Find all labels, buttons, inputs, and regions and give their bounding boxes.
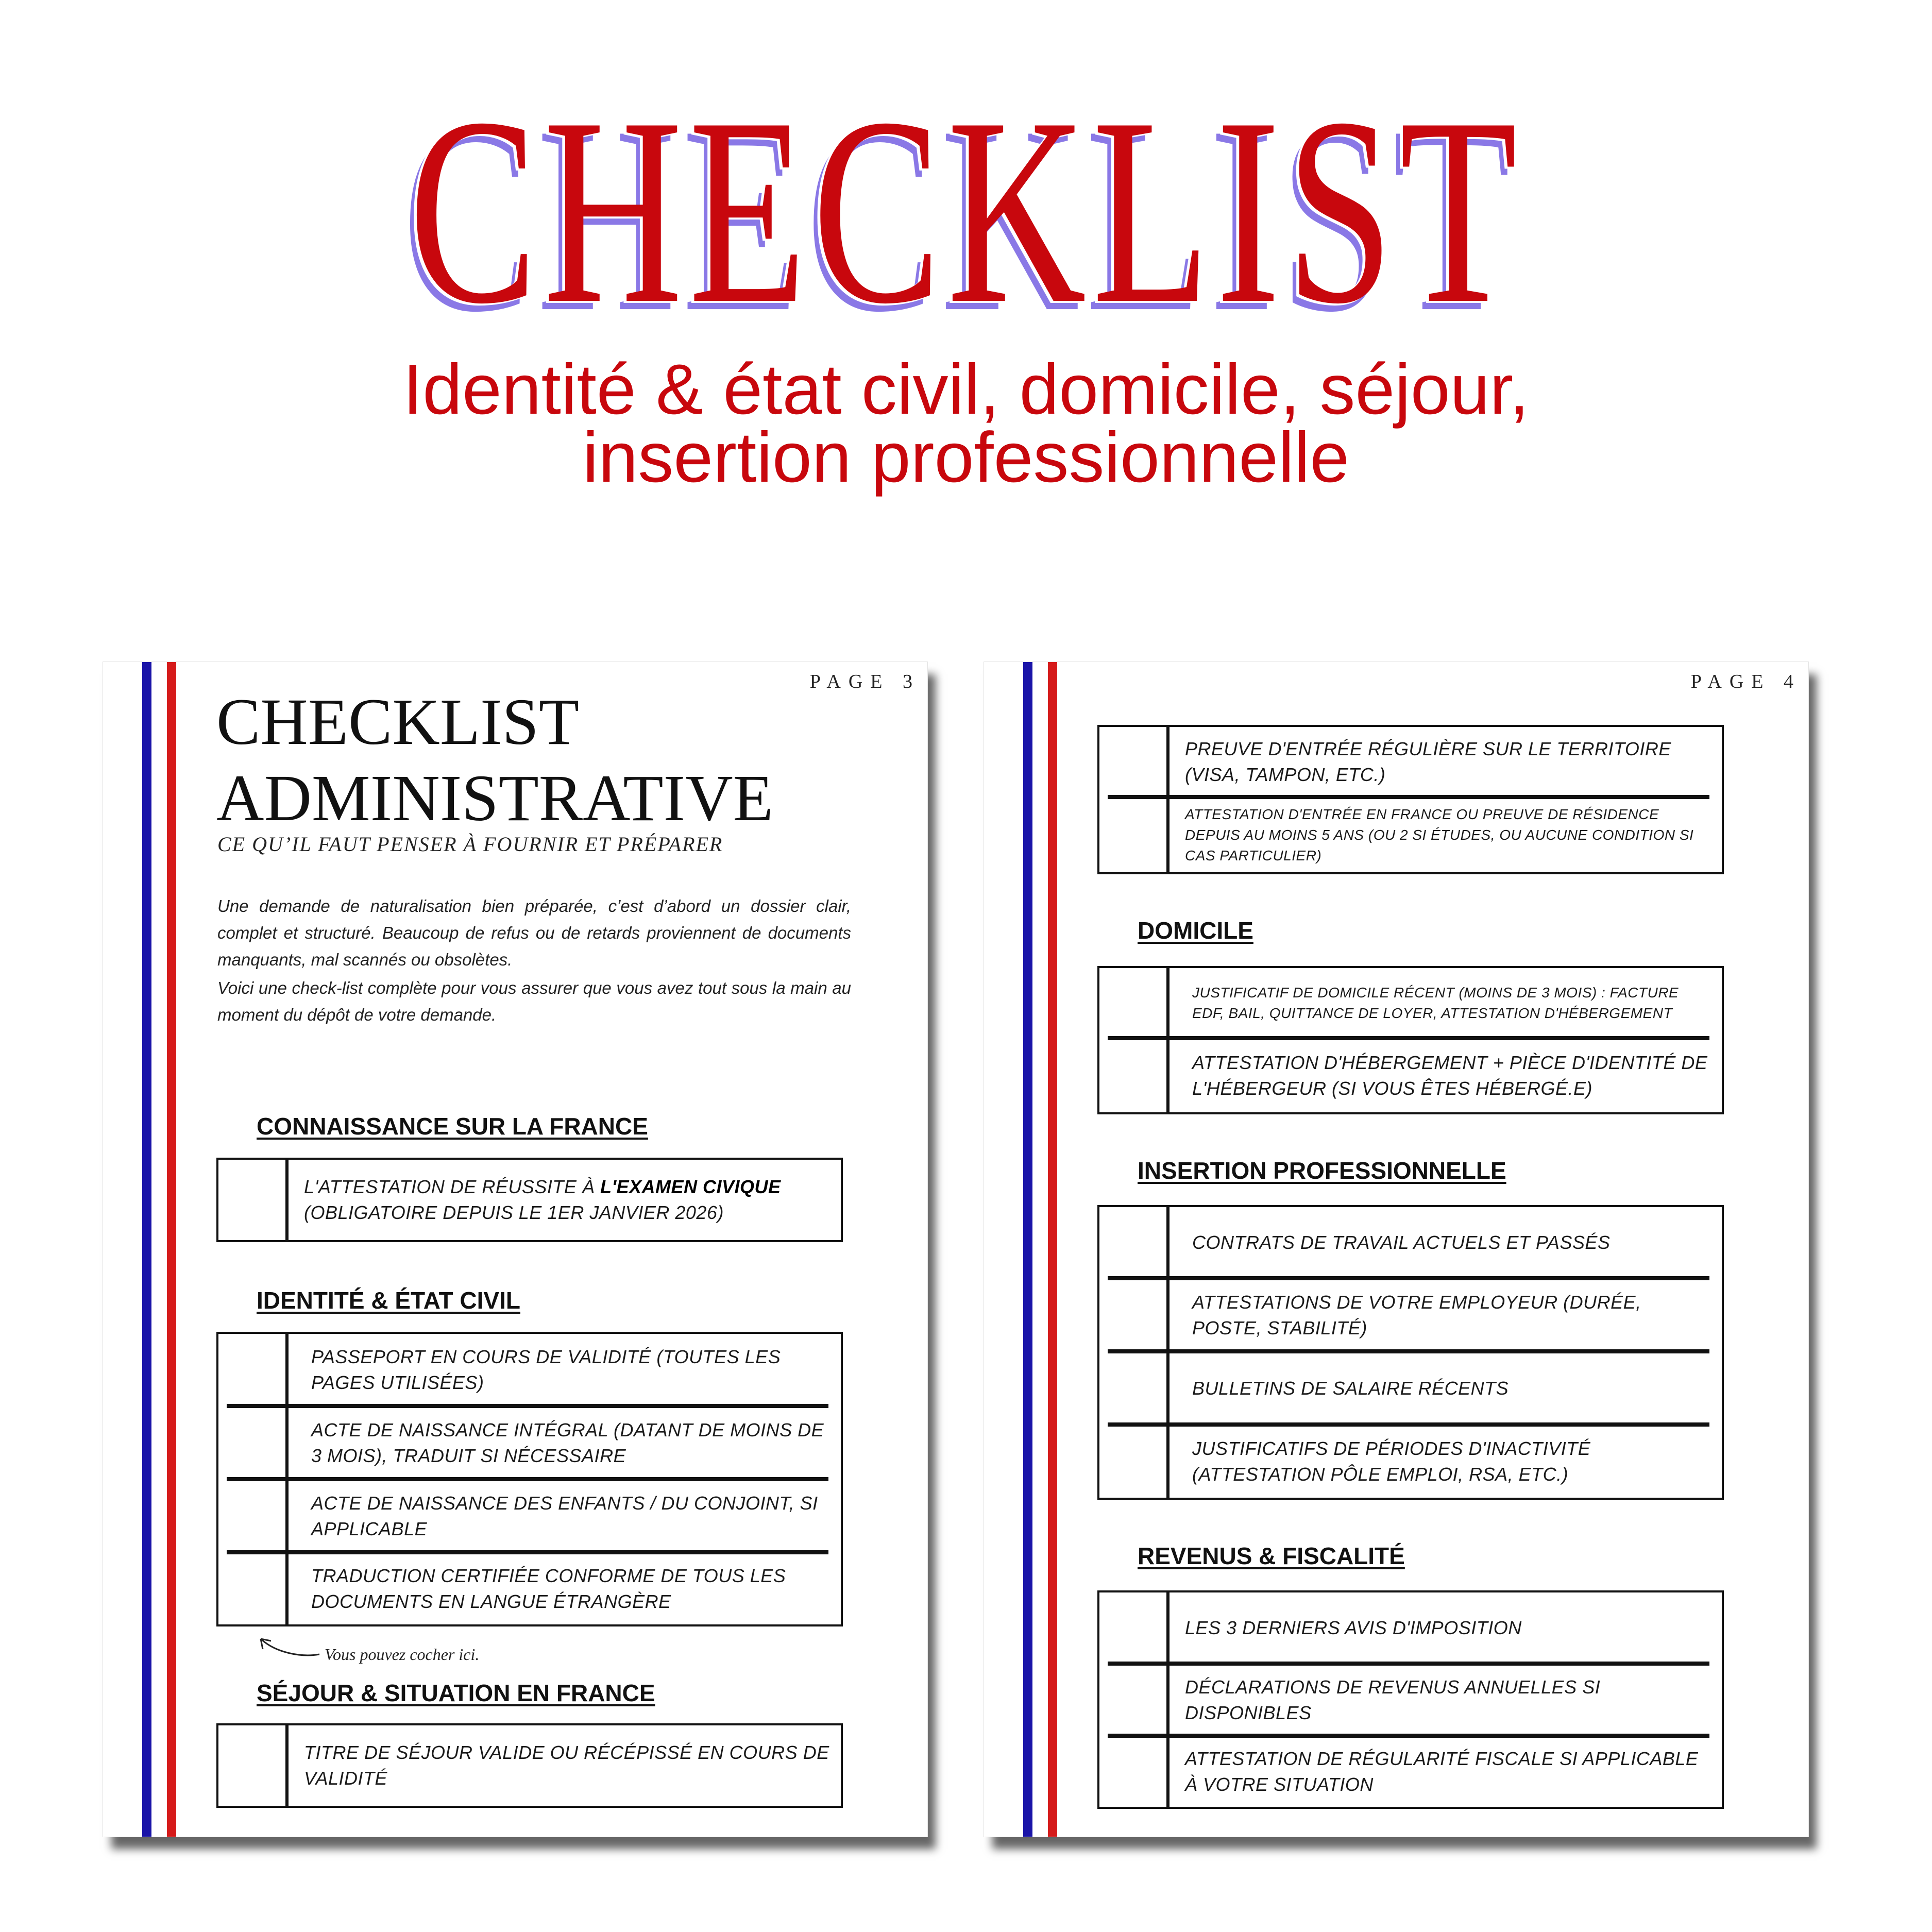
- main-title: CHECKLIST: [409, 63, 1523, 359]
- blue-stripe: [142, 662, 151, 1837]
- checklist-box: [216, 1723, 843, 1808]
- section-heading-revenus: REVENUS & FISCALITÉ: [1138, 1543, 1405, 1569]
- item-text-suffix: (OBLIGATOIRE DEPUIS LE 1ER JANVIER 2026): [304, 1202, 724, 1223]
- checklist-item-text: ACTE DE NAISSANCE DES ENFANTS / DU CONJOINT, SI APPLICABLE: [311, 1493, 818, 1539]
- checklist-item-text: ATTESTATION D'HÉBERGEMENT + PIÈCE D'IDENTITÉ DE L'HÉBERGEUR (SI VOUS ÊTES HÉBERGÉ.E): [1192, 1052, 1708, 1099]
- checklist-item: [1099, 1737, 1722, 1807]
- check-hint: Vous pouvez cocher ici.: [325, 1645, 480, 1664]
- section-heading-connaissance: CONNAISSANCE SUR LA FRANCE: [257, 1113, 648, 1140]
- document-title-line-1: CHECKLIST: [216, 685, 579, 758]
- checklist-item-text: DÉCLARATIONS DE REVENUS ANNUELLES SI DISPONIBLES: [1185, 1676, 1601, 1723]
- section-heading-insertion: INSERTION PROFESSIONNELLE: [1138, 1157, 1506, 1184]
- checklist-box: [1097, 725, 1724, 874]
- checklist-item: [1099, 1352, 1722, 1425]
- checklist-item: [1099, 968, 1722, 1038]
- checklist-item: [218, 1725, 841, 1806]
- checklist-item-text: PASSEPORT EN COURS DE VALIDITÉ (TOUTES LES PAGES UTILISÉES): [311, 1346, 781, 1393]
- checklist-item-text: BULLETINS DE SALAIRE RÉCENTS: [1192, 1378, 1509, 1399]
- checklist-box: [1097, 966, 1724, 1114]
- checklist-box: [1097, 1590, 1724, 1809]
- checklist-item: [1099, 1207, 1722, 1278]
- checklist-item-text: CONTRATS DE TRAVAIL ACTUELS ET PASSÉS: [1192, 1232, 1611, 1253]
- checklist-item: [218, 1553, 841, 1624]
- subtitle: [0, 350, 1932, 497]
- curved-arrow-icon: [256, 1635, 323, 1657]
- checklist-item: [1099, 1039, 1722, 1112]
- checklist-item: [1099, 1426, 1722, 1498]
- checklist-item-text: JUSTIFICATIFS DE PÉRIODES D'INACTIVITÉ (ATTESTATION PÔLE EMPLOI, RSA, ETC.): [1192, 1438, 1591, 1485]
- checklist-item: [218, 1480, 841, 1552]
- checklist-item: [1099, 1665, 1722, 1736]
- checklist-box: [216, 1332, 843, 1626]
- checklist-item-text: [304, 1174, 832, 1226]
- checklist-item: [1099, 1592, 1722, 1664]
- checklist-item-text: TRADUCTION CERTIFIÉE CONFORME DE TOUS LES DOCUMENTS EN LANGUE ÉTRANGÈRE: [311, 1565, 786, 1612]
- section-heading-domicile: DOMICILE: [1138, 917, 1253, 944]
- document-title-line-2: ADMINISTRATIVE: [216, 761, 773, 835]
- checklist-item-text: ATTESTATION DE RÉGULARITÉ FISCALE SI APPLICABLE À VOTRE SITUATION: [1185, 1748, 1699, 1795]
- item-text-prefix: L'ATTESTATION DE RÉUSSITE À: [304, 1176, 600, 1197]
- document-tagline: CE QU’IL FAUT PENSER À FOURNIR ET PRÉPARER: [217, 833, 723, 856]
- checklist-item-text: ATTESTATIONS DE VOTRE EMPLOYEUR (DURÉE, POSTE, STABILITÉ): [1192, 1292, 1641, 1338]
- subtitle-line-1: Identité & état civil, domicile, séjour,: [402, 350, 1530, 429]
- red-stripe: [1048, 662, 1057, 1837]
- checklist-item-text: TITRE DE SÉJOUR VALIDE OU RÉCÉPISSÉ EN COURS DE VALIDITÉ: [304, 1742, 829, 1789]
- red-stripe: [167, 662, 176, 1837]
- page-4-preview: [984, 662, 1808, 1837]
- page-number: PAGE 4: [1690, 671, 1801, 692]
- checklist-item: [1099, 798, 1722, 872]
- checklist-item-text: PREUVE D'ENTRÉE RÉGULIÈRE SUR LE TERRITOIRE (VISA, TAMPON, ETC.): [1185, 738, 1671, 785]
- document-title: [216, 684, 860, 836]
- checklist-item: [1099, 1279, 1722, 1351]
- section-heading-sejour: SÉJOUR & SITUATION EN FRANCE: [257, 1680, 655, 1706]
- checklist-item-text: LES 3 DERNIERS AVIS D'IMPOSITION: [1185, 1617, 1522, 1638]
- checklist-item: [218, 1160, 841, 1240]
- intro-paragraph: Une demande de naturalisation bien préparée, c’est d’abord un dossier clair, complet et structuré. Beaucoup de refus ou de retards proviennent de documents manquants, mal scannés ou obsolètes.: [217, 896, 851, 969]
- checklist-item: [218, 1334, 841, 1406]
- page-number: PAGE 3: [809, 671, 920, 692]
- checklist-item-text: ACTE DE NAISSANCE INTÉGRAL (DATANT DE MOINS DE 3 MOIS), TRADUIT SI NÉCESSAIRE: [311, 1419, 824, 1466]
- checklist-box: [216, 1158, 843, 1242]
- item-text-bold: L'EXAMEN CIVIQUE: [600, 1176, 781, 1197]
- checklist-item-text: JUSTIFICATIF DE DOMICILE RÉCENT (MOINS DE 3 MOIS) : FACTURE EDF, BAIL, QUITTANCE DE LOYER, ATTESTATION D'HÉBERGEMENT: [1192, 985, 1679, 1021]
- subtitle-line-2: insertion professionnelle: [582, 418, 1350, 497]
- checklist-item: [218, 1407, 841, 1479]
- section-heading-identite: IDENTITÉ & ÉTAT CIVIL: [257, 1287, 520, 1314]
- checklist-item: [1099, 727, 1722, 797]
- intro-paragraph: Voici une check-list complète pour vous assurer que vous avez tout sous la main au moment du dépôt de votre demande.: [217, 978, 851, 1024]
- page-3-preview: [103, 662, 927, 1837]
- checklist-box: [1097, 1205, 1724, 1500]
- blue-stripe: [1023, 662, 1032, 1837]
- checklist-item-text: ATTESTATION D'ENTRÉE EN FRANCE OU PREUVE DE RÉSIDENCE DEPUIS AU MOINS 5 ANS (OU 2 SI ÉTUDES, OU AUCUNE CONDITION SI CAS PARTICULIER): [1185, 806, 1694, 863]
